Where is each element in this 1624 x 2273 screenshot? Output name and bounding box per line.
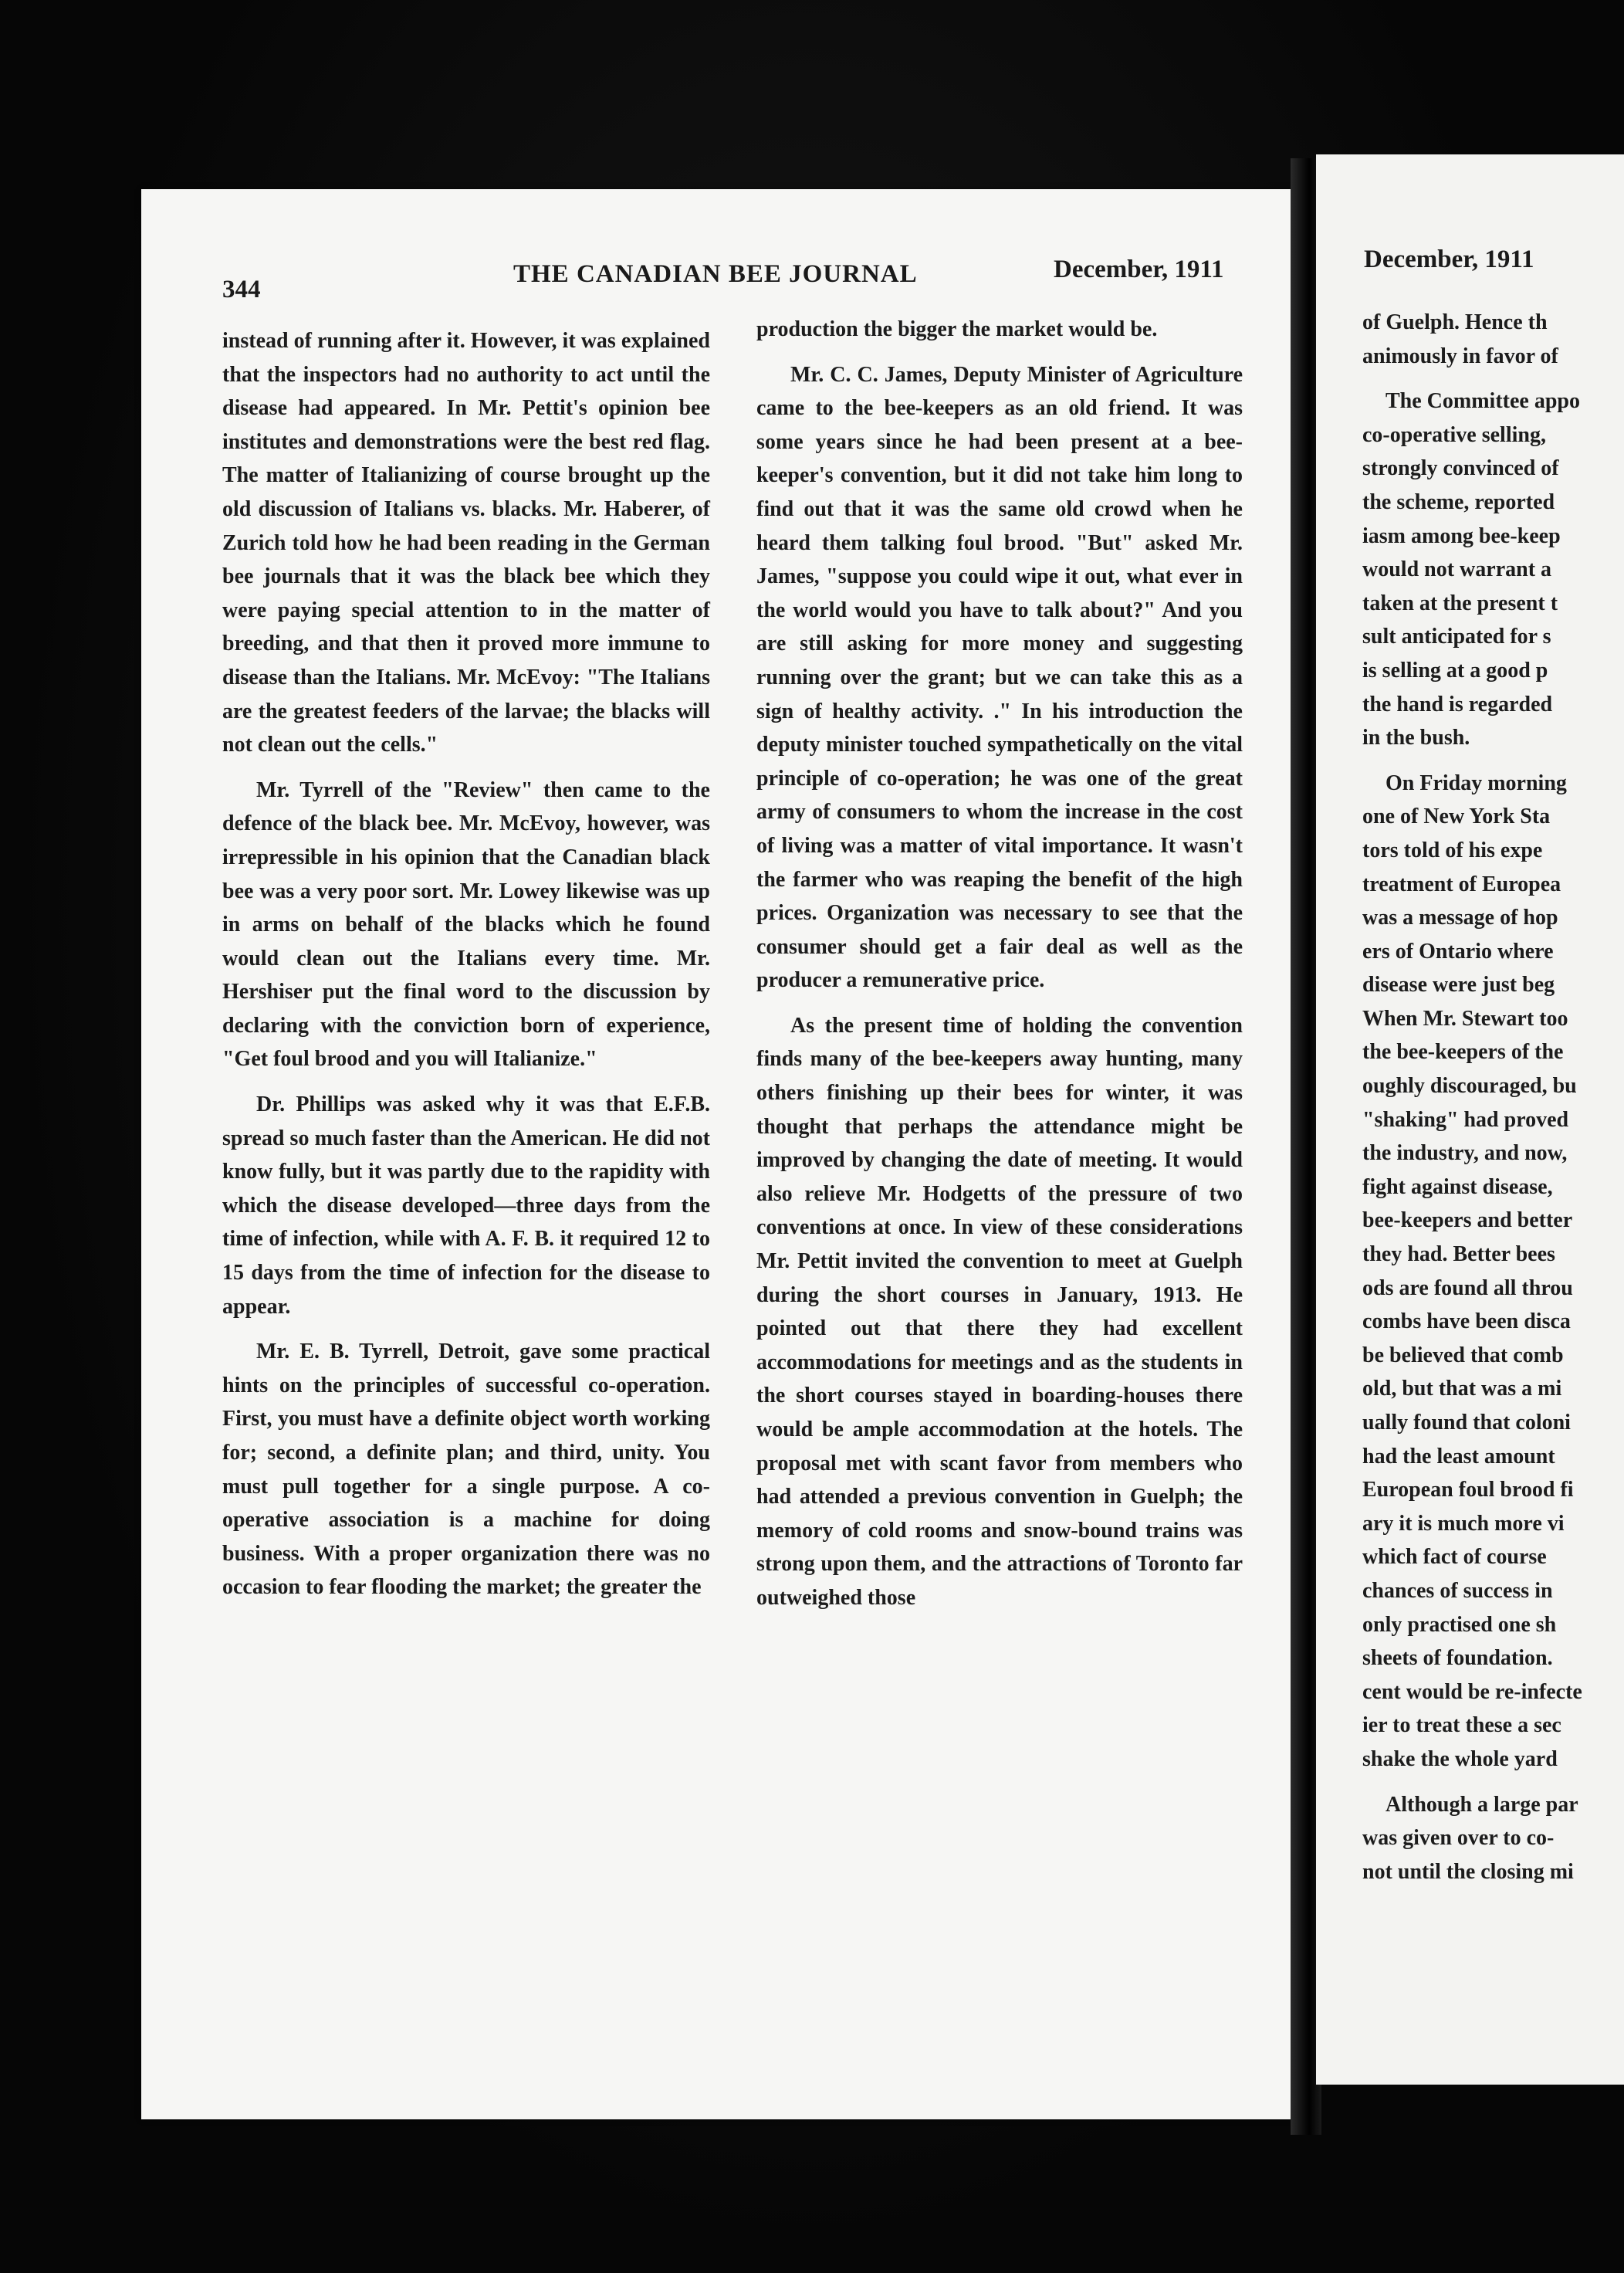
text-line: Although a large par xyxy=(1385,1792,1578,1817)
text-line: which fact of course xyxy=(1362,1545,1547,1570)
text-line: one of New York Sta xyxy=(1362,805,1551,829)
text-line: be believed that comb xyxy=(1362,1343,1564,1367)
text-line: ers of Ontario where xyxy=(1362,939,1554,964)
text-line: European foul brood fi xyxy=(1362,1478,1574,1502)
text-line: sult anticipated for s xyxy=(1362,625,1551,649)
text-line: sheets of foundation. xyxy=(1362,1646,1553,1671)
text-column-cropped xyxy=(1362,306,1624,1900)
page-number: 344 xyxy=(222,276,261,303)
text-line: the industry, and now, xyxy=(1362,1141,1568,1166)
paragraph: Mr. Tyrrell of the "Review" then came to the defence of the black bee. Mr. McEvoy, however, was irrepressible in his opinion that the Canadian black bee was a very poor sort. Mr. Lowey likewise was up in arms on behalf of the blacks which he found would clean out the Italians every time. Mr. Hershiser put the final word to the discussion by declaring with the conviction born of experience, "Get foul brood and you will Italianize." xyxy=(222,777,710,1072)
paragraph: Dr. Phillips was asked why it was that E.F.B. spread so much faster than the American. He did not know fully, but it was partly due to the rapidity with which the disease developed—three days from the time of infection, while with A. F. B. it required 12 to 15 days from the time of infection for the disease to appear. xyxy=(222,1092,710,1319)
text-line: was a message of hop xyxy=(1362,906,1558,930)
left-page xyxy=(141,189,1291,2119)
text-line: oughly discouraged, bu xyxy=(1362,1074,1577,1099)
paragraph: As the present time of holding the convention finds many of the bee-keepers away hunting, many others finishing up their bees for winter, it was thought that perhaps the attendance might be improved by changing the date of meeting. It would also relieve Mr. Hodgetts of the pressure of two conventions at once. In view of these considerations Mr. Pettit invited the convention to meet at Guelph during the short courses in January, 1913. He pointed out that there they had excellent accommodations for meetings and as the students in the short courses stayed in boarding-houses there would be ample accommodation at the hotels. The proposal met with scant favor from members who had attended a previous convention in Guelph; the memory of cold rooms and snow-bound trains was strong upon them, and the attractions of Toronto far outweighed those xyxy=(756,1013,1243,1610)
journal-title: THE CANADIAN BEE JOURNAL xyxy=(513,260,918,288)
text-line: The Committee appo xyxy=(1385,389,1580,414)
text-line: combs have been disca xyxy=(1362,1309,1571,1334)
text-line: taken at the present t xyxy=(1362,591,1558,615)
issue-date: December, 1911 xyxy=(1364,246,1534,273)
text-line: the hand is regarded xyxy=(1362,692,1553,716)
text-line: cent would be re-infecte xyxy=(1362,1679,1582,1704)
text-line: ary it is much more vi xyxy=(1362,1511,1565,1536)
text-line: only practised one sh xyxy=(1362,1612,1557,1637)
paragraph xyxy=(1362,306,1624,373)
text-column-right xyxy=(756,313,1243,1627)
text-line: was given over to co- xyxy=(1362,1826,1555,1851)
text-line: "shaking" had proved xyxy=(1362,1107,1569,1132)
text-line: strongly convinced of xyxy=(1362,456,1559,481)
text-line: On Friday morning xyxy=(1385,771,1567,795)
text-line: bee-keepers and better xyxy=(1362,1208,1573,1233)
text-line: of Guelph. Hence th xyxy=(1362,310,1548,334)
text-line: iasm among bee-keep xyxy=(1362,523,1561,548)
text-line: co-operative selling, xyxy=(1362,422,1546,447)
text-line: in the bush. xyxy=(1362,726,1470,750)
text-line: ier to treat these a sec xyxy=(1362,1713,1561,1738)
paragraph: instead of running after it. However, it was explained that the inspectors had no authority to act until the disease had appeared. In Mr. Pettit's opinion bee institutes and demonstrations were the best red flag. The matter of Italianizing of course brought up the old discussion of Italians vs. blacks. Mr. Haberer, of Zurich told how he had been reading in the German bee journals that it was the black bee which they were paying special attention to in the matter of breeding, and that then it proved more immune to disease than the Italians. Mr. McEvoy: "The Italians are the greatest feeders of the larvae; the blacks will not clean out the cells." xyxy=(222,329,710,757)
text-line: old, but that was a mi xyxy=(1362,1377,1562,1401)
text-line: not until the closing mi xyxy=(1362,1859,1574,1884)
right-page xyxy=(1316,154,1624,2085)
text-line: When Mr. Stewart too xyxy=(1362,1006,1568,1031)
text-line: ods are found all throu xyxy=(1362,1275,1573,1300)
text-line: the scheme, reported xyxy=(1362,489,1555,514)
text-line: shake the whole yard xyxy=(1362,1746,1558,1771)
text-line: fight against disease, xyxy=(1362,1174,1553,1199)
paragraph xyxy=(1362,767,1624,1777)
text-line: chances of success in xyxy=(1362,1578,1553,1603)
text-line: animously in favor of xyxy=(1362,344,1558,368)
text-line: disease were just beg xyxy=(1362,973,1555,998)
text-line: had the least amount xyxy=(1362,1444,1555,1468)
text-column-left xyxy=(222,324,710,1616)
paragraph: production the bigger the market would be. xyxy=(756,317,1158,341)
issue-date: December, 1911 xyxy=(1054,256,1224,283)
text-line: is selling at a good p xyxy=(1362,658,1548,683)
paragraph: Mr. C. C. James, Deputy Minister of Agriculture came to the bee-keepers as an old friend. It was some years since he had been present at a bee-keeper's convention, but it did not take him long to find out that it was the same old crowd when he heard them talking foul brood. "But" asked Mr. James, "suppose you could wipe it out, what ever in the world would you have to talk about?" And you are still asking for more money and suggesting running over the grant; but we can take this as a sign of healthy activity. ." In his introduction the deputy minister touched sympathetically on the vital principle of co-operation; he was one of the great army of consumers to whom the increase in the cost of living was a matter of vital importance. It wasn't the farmer who was reaping the benefit of the high prices. Organization was necessary to see that the consumer should get a fair deal as well as the producer a remunerative price. xyxy=(756,362,1243,993)
paragraph xyxy=(1362,384,1624,755)
paragraph: Mr. E. B. Tyrrell, Detroit, gave some practical hints on the principles of successful co-operation. First, you must have a definite object worth working for; second, a definite plan; and third, unity. You must pull together for a single purpose. A co-operative association is a machine for doing business. With a proper organization there was no occasion to fear flooding the market; the greater the xyxy=(222,1340,710,1600)
text-line: ually found that coloni xyxy=(1362,1411,1571,1435)
text-line: the bee-keepers of the xyxy=(1362,1040,1564,1065)
text-line: tors told of his expe xyxy=(1362,838,1543,862)
text-line: they had. Better bees xyxy=(1362,1242,1555,1267)
text-line: would not warrant a xyxy=(1362,557,1552,582)
text-line: treatment of Europea xyxy=(1362,872,1561,896)
paragraph xyxy=(1362,1788,1624,1889)
